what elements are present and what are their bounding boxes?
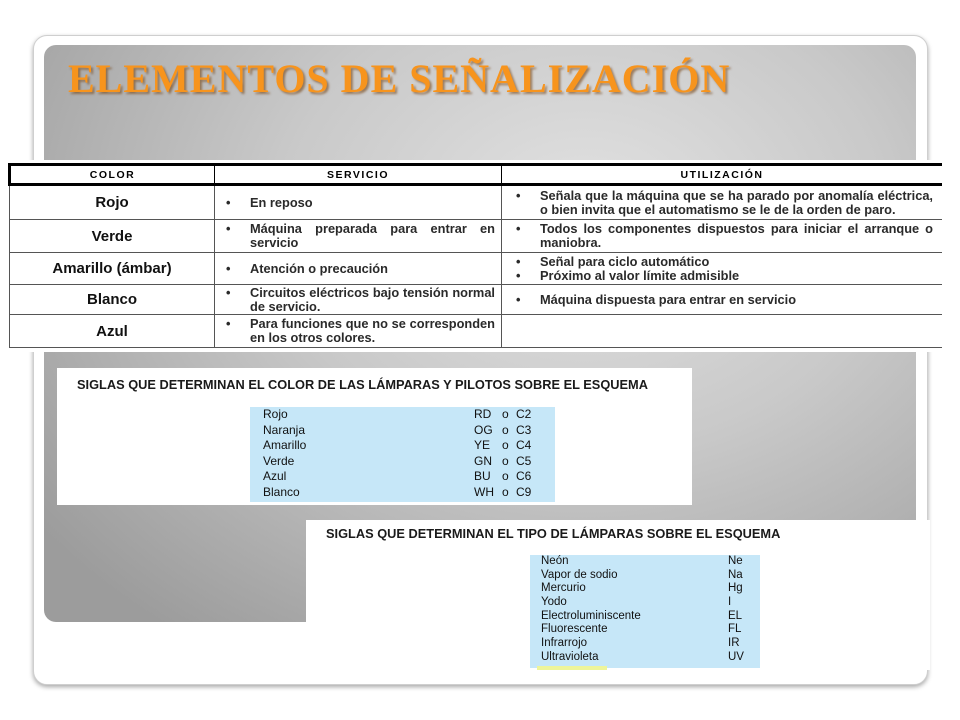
header-color: COLOR <box>10 165 215 185</box>
lamp-types-title: SIGLAS QUE DETERMINAN EL TIPO DE LÁMPARAS SOBRE EL ESQUEMA <box>326 526 781 541</box>
lamp-code: I <box>728 596 732 609</box>
list-item <box>250 469 555 485</box>
color-name: Blanco <box>263 484 300 499</box>
list-item <box>530 623 760 637</box>
code-separator: o <box>502 438 509 452</box>
lamp-name: Mercurio <box>541 582 586 595</box>
color-alt-code: C4 <box>516 438 532 452</box>
header-utilizacion: UTILIZACIÓN <box>502 165 943 185</box>
color-codes-box <box>57 368 692 505</box>
code-separator: o <box>502 453 509 468</box>
list-item: • En reposo <box>250 196 495 210</box>
servicio-cell <box>215 185 502 220</box>
lamp-code: EL <box>728 609 743 622</box>
header-servicio: SERVICIO <box>215 165 502 185</box>
color-cell: Amarillo (ámbar) <box>10 253 215 285</box>
highlight-mark <box>537 666 607 670</box>
utilizacion-cell <box>502 220 943 253</box>
color-name: Rojo <box>263 407 288 421</box>
list-item: • Próximo al valor límite admisible <box>540 269 933 283</box>
color-alt-code: C9 <box>516 484 532 499</box>
color-cell: Blanco <box>10 285 215 315</box>
table-row <box>10 285 943 315</box>
code-separator: o <box>502 407 509 421</box>
servicio-cell <box>215 315 502 348</box>
list-item <box>250 454 555 470</box>
color-name: Verde <box>263 453 295 468</box>
lamp-name: Electroluminiscente <box>541 609 641 622</box>
list-item <box>250 407 555 423</box>
lamp-name: Yodo <box>541 596 567 609</box>
color-codes-title: SIGLAS QUE DETERMINAN EL COLOR DE LAS LÁMPARAS Y PILOTOS SOBRE EL ESQUEMA <box>77 377 648 392</box>
list-item <box>530 651 760 665</box>
lamp-code: IR <box>728 637 740 650</box>
lamp-types-box <box>306 520 930 670</box>
color-alt-code: C6 <box>516 469 532 483</box>
table-header-row <box>10 165 943 185</box>
color-alt-code: C5 <box>516 453 532 468</box>
color-code: WH <box>474 484 494 499</box>
list-item <box>530 610 760 624</box>
color-name: Naranja <box>263 422 306 437</box>
lamp-name: Fluorescente <box>541 623 608 636</box>
utilizacion-cell <box>502 253 943 285</box>
signal-table-container <box>8 160 942 352</box>
table-row <box>10 253 943 285</box>
table-row <box>10 185 943 220</box>
list-item <box>530 637 760 651</box>
list-item <box>530 569 760 583</box>
lamp-name: Neón <box>541 555 569 567</box>
color-code: OG <box>474 422 493 437</box>
lamp-code: FL <box>728 623 742 636</box>
utilizacion-cell <box>502 285 943 315</box>
color-code: RD <box>474 407 492 421</box>
servicio-cell <box>215 220 502 253</box>
list-item: • Señala que la máquina que se ha parado por anomalía eléctrica, o bien invita que el automatismo se le de la orden de paro. <box>540 189 933 217</box>
signal-table <box>8 163 942 348</box>
code-separator: o <box>502 422 509 437</box>
list-item: • Máquina preparada para entrar en servicio <box>250 222 495 250</box>
lamp-types-list <box>530 555 760 668</box>
list-item <box>250 438 555 454</box>
lamp-code: Hg <box>728 582 743 595</box>
list-item <box>530 582 760 596</box>
utilizacion-cell <box>502 315 943 348</box>
color-codes-list <box>250 407 555 502</box>
color-code: YE <box>474 438 491 452</box>
servicio-cell <box>215 285 502 315</box>
color-cell: Verde <box>10 220 215 253</box>
lamp-code: Ne <box>728 555 743 567</box>
list-item: • Para funciones que no se corresponden en los otros colores. <box>250 317 495 345</box>
lamp-code: UV <box>728 650 744 663</box>
list-item: • Atención o precaución <box>250 262 495 276</box>
code-separator: o <box>502 469 509 483</box>
lamp-name: Infrarrojo <box>541 637 588 650</box>
table-row <box>10 315 943 348</box>
table-row <box>10 220 943 253</box>
list-item <box>250 423 555 439</box>
code-separator: o <box>502 484 509 499</box>
lamp-code: Na <box>728 568 743 581</box>
list-item <box>250 485 555 501</box>
utilizacion-cell <box>502 185 943 220</box>
list-item <box>530 555 760 569</box>
lamp-name: Ultravioleta <box>541 650 599 663</box>
color-alt-code: C2 <box>516 407 532 421</box>
color-alt-code: C3 <box>516 422 532 437</box>
color-cell: Azul <box>10 315 215 348</box>
color-code: GN <box>474 453 492 468</box>
list-item <box>530 596 760 610</box>
list-item: • Máquina dispuesta para entrar en servicio <box>540 293 933 307</box>
color-name: Amarillo <box>263 438 307 452</box>
list-item: • Circuitos eléctricos bajo tensión normal de servicio. <box>250 286 495 314</box>
color-name: Azul <box>263 469 287 483</box>
color-code: BU <box>474 469 491 483</box>
lamp-name: Vapor de sodio <box>541 568 618 581</box>
slide-title: ELEMENTOS DE SEÑALIZACIÓN <box>68 56 731 101</box>
list-item: • Señal para ciclo automático <box>540 255 933 269</box>
servicio-cell <box>215 253 502 285</box>
color-cell: Rojo <box>10 185 215 220</box>
list-item: • Todos los componentes dispuestos para iniciar el arranque o maniobra. <box>540 222 933 250</box>
